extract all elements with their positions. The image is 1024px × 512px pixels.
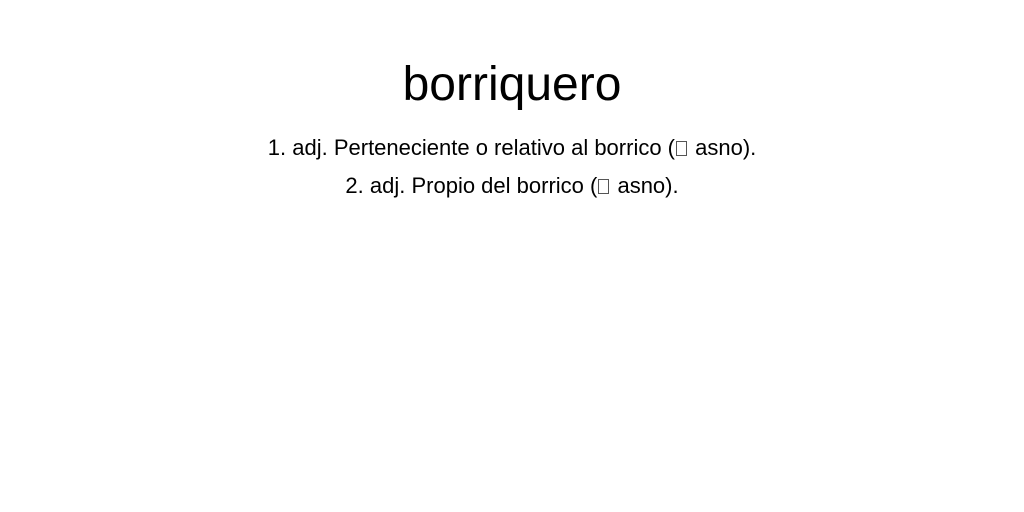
missing-glyph-icon <box>598 179 609 194</box>
definition-reference-text: asno). <box>689 135 757 160</box>
definition-item <box>0 167 1024 205</box>
definition-text: Perteneciente o relativo al borrico ( <box>333 135 675 160</box>
grammatical-category: adj. <box>369 173 406 198</box>
grammatical-category: adj. <box>292 135 328 160</box>
definition-list <box>0 129 1024 205</box>
definition-text: Propio del borrico ( <box>411 173 598 198</box>
headword: borriquero <box>402 58 622 111</box>
definition-item <box>0 129 1024 167</box>
missing-glyph-icon <box>676 141 687 156</box>
definition-reference-text: asno). <box>611 173 679 198</box>
definition-number: 2. <box>345 173 364 198</box>
definition-number: 1. <box>267 135 287 160</box>
